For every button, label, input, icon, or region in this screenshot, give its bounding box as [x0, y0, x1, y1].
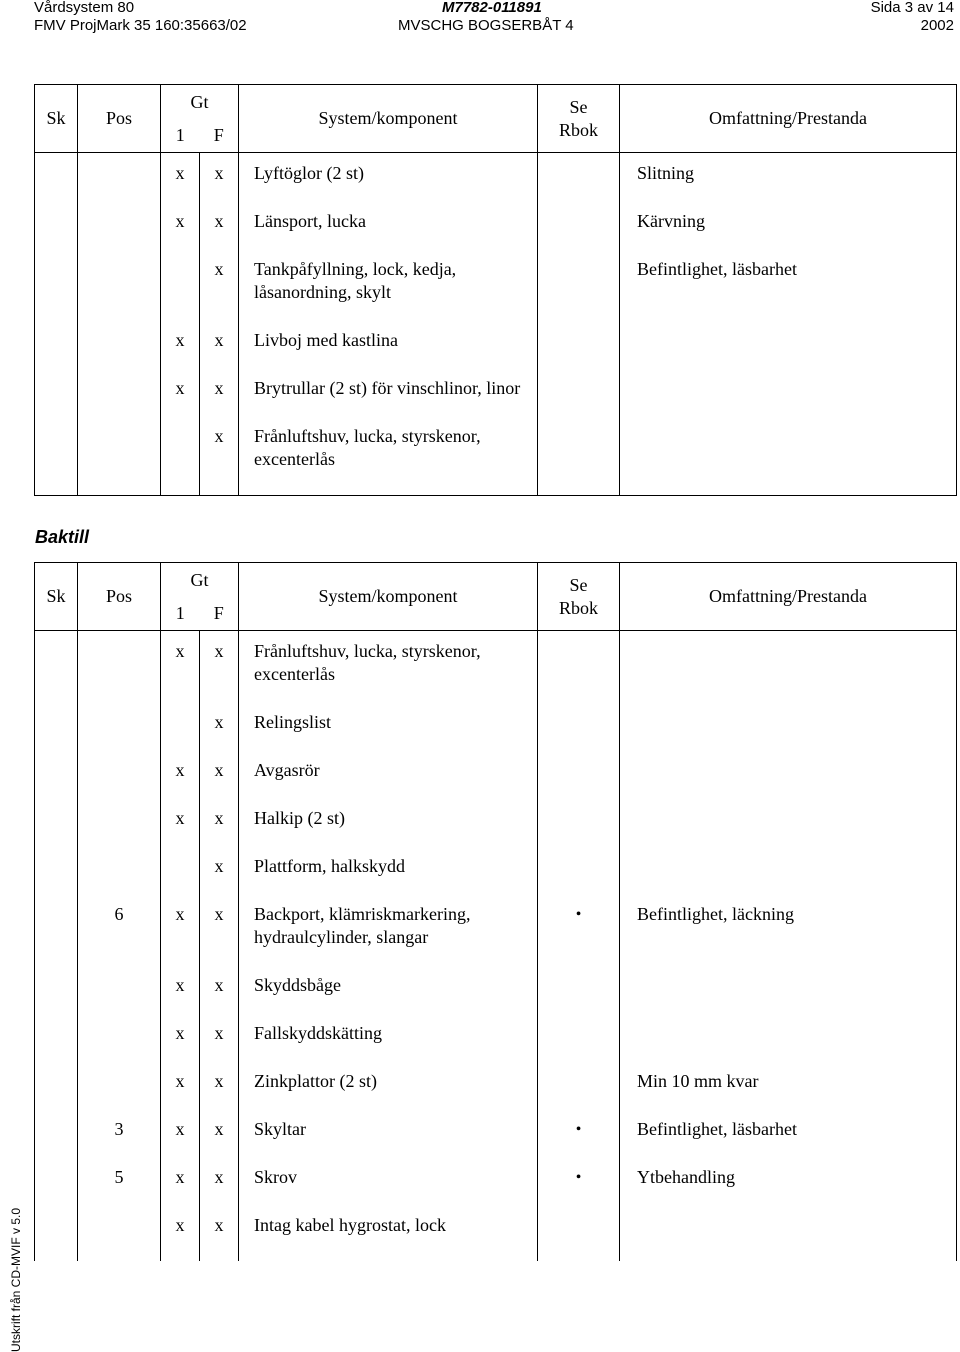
- cell-gt-1: [161, 854, 200, 902]
- table-row: [35, 376, 957, 424]
- cell-gt-f: x: [200, 424, 239, 496]
- col-gt-f: F: [200, 597, 239, 631]
- cell-sk: [35, 209, 78, 257]
- cell-gt-f: x: [200, 257, 239, 328]
- cell-system: Lyftöglor (2 st): [239, 153, 538, 210]
- cell-omfattning: [620, 376, 957, 424]
- cell-sk: [35, 710, 78, 758]
- cell-pos: [78, 758, 161, 806]
- cell-gt-f: x: [200, 973, 239, 1021]
- cell-omfattning: [620, 973, 957, 1021]
- side-note: Utskrift från CD-MVIF v 5.0: [9, 1207, 23, 1352]
- cell-sk: [35, 806, 78, 854]
- cell-gt-f: x: [200, 1117, 239, 1165]
- cell-gt-f: x: [200, 328, 239, 376]
- cell-gt-1: x: [161, 806, 200, 854]
- table-row: [35, 631, 957, 711]
- cell-sk: [35, 424, 78, 496]
- cell-system: Skyltar: [239, 1117, 538, 1165]
- cell-pos: [78, 631, 161, 711]
- table-row: [35, 758, 957, 806]
- cell-system: Brytrullar (2 st) för vinschlinor, linor: [239, 376, 538, 424]
- cell-pos: 3: [78, 1117, 161, 1165]
- cell-sk: [35, 973, 78, 1021]
- cell-gt-1: x: [161, 973, 200, 1021]
- header-title: MVSCHG BOGSERBÅT 4: [398, 17, 574, 34]
- cell-pos: [78, 209, 161, 257]
- cell-gt-1: x: [161, 328, 200, 376]
- cell-omfattning: Ytbehandling: [620, 1165, 957, 1213]
- col-sk: Sk: [35, 85, 78, 153]
- cell-gt-f: x: [200, 209, 239, 257]
- cell-system: Länsport, lucka: [239, 209, 538, 257]
- cell-system: Backport, klämriskmarkering, hydraulcylinder, slangar: [239, 902, 538, 973]
- cell-gt-1: x: [161, 1117, 200, 1165]
- col-se-label: Se: [569, 574, 588, 595]
- cell-pos: [78, 854, 161, 902]
- table-row: [35, 973, 957, 1021]
- cell-gt-f: x: [200, 1021, 239, 1069]
- col-pos: Pos: [78, 563, 161, 631]
- cell-se-rbok: [538, 257, 620, 328]
- cell-gt-1: x: [161, 1165, 200, 1213]
- table-row: [35, 1165, 957, 1213]
- cell-gt-1: x: [161, 1021, 200, 1069]
- cell-se-rbok: [538, 424, 620, 496]
- table-row: [35, 710, 957, 758]
- table-row: [35, 854, 957, 902]
- header-doc-number: M7782-011891: [442, 0, 542, 16]
- cell-se-rbok: [538, 1213, 620, 1261]
- col-system: System/komponent: [239, 85, 538, 153]
- cell-gt-1: x: [161, 902, 200, 973]
- cell-se-rbok: [538, 1069, 620, 1117]
- cell-sk: [35, 376, 78, 424]
- cell-gt-f: x: [200, 902, 239, 973]
- cell-system: Avgasrör: [239, 758, 538, 806]
- cell-se-rbok: •: [538, 1117, 620, 1165]
- cell-gt-f: x: [200, 376, 239, 424]
- table-row: [35, 806, 957, 854]
- cell-sk: [35, 1069, 78, 1117]
- cell-gt-f: x: [200, 631, 239, 711]
- cell-omfattning: Min 10 mm kvar: [620, 1069, 957, 1117]
- cell-sk: [35, 1165, 78, 1213]
- cell-gt-1: x: [161, 758, 200, 806]
- col-gt-f: F: [200, 119, 239, 153]
- table-row: [35, 1069, 957, 1117]
- cell-pos: 6: [78, 902, 161, 973]
- cell-omfattning: Befintlighet, läsbarhet: [620, 257, 957, 328]
- cell-gt-f: x: [200, 806, 239, 854]
- cell-omfattning: [620, 710, 957, 758]
- cell-pos: [78, 973, 161, 1021]
- table-header: [35, 85, 957, 153]
- col-omfattning: Omfattning/Prestanda: [620, 563, 957, 631]
- cell-se-rbok: [538, 854, 620, 902]
- cell-gt-1: x: [161, 153, 200, 210]
- inspection-table-2: [34, 562, 957, 1261]
- cell-se-rbok: •: [538, 902, 620, 973]
- cell-system: Fallskyddskätting: [239, 1021, 538, 1069]
- cell-pos: [78, 1021, 161, 1069]
- cell-gt-1: [161, 424, 200, 496]
- cell-sk: [35, 328, 78, 376]
- cell-se-rbok: [538, 710, 620, 758]
- col-pos: Pos: [78, 85, 161, 153]
- cell-pos: [78, 424, 161, 496]
- cell-gt-1: x: [161, 1069, 200, 1117]
- col-gt-1: 1: [161, 597, 200, 631]
- cell-omfattning: [620, 758, 957, 806]
- cell-gt-f: x: [200, 1069, 239, 1117]
- cell-pos: [78, 328, 161, 376]
- cell-omfattning: [620, 424, 957, 496]
- cell-pos: [78, 376, 161, 424]
- cell-system: Relingslist: [239, 710, 538, 758]
- table-row: [35, 1021, 957, 1069]
- cell-sk: [35, 758, 78, 806]
- cell-pos: [78, 257, 161, 328]
- cell-gt-1: [161, 710, 200, 758]
- header-system: Vårdsystem 80: [34, 0, 135, 16]
- cell-gt-f: x: [200, 1213, 239, 1261]
- cell-se-rbok: [538, 153, 620, 210]
- table-row: [35, 1117, 957, 1165]
- cell-gt-f: x: [200, 758, 239, 806]
- header-projmark: FMV ProjMark 35 160:35663/02: [34, 17, 247, 34]
- header-year: 2002: [920, 17, 954, 34]
- cell-omfattning: [620, 806, 957, 854]
- col-rbok-label: Rbok: [558, 119, 598, 140]
- col-sk: Sk: [35, 563, 78, 631]
- table-row: [35, 424, 957, 496]
- cell-omfattning: [620, 1021, 957, 1069]
- cell-sk: [35, 1117, 78, 1165]
- cell-system: Skrov: [239, 1165, 538, 1213]
- cell-system: Frånluftshuv, lucka, styrskenor, excenterlås: [239, 631, 538, 711]
- cell-se-rbok: •: [538, 1165, 620, 1213]
- cell-omfattning: [620, 631, 957, 711]
- cell-system: Frånluftshuv, lucka, styrskenor, excenterlås: [239, 424, 538, 496]
- cell-se-rbok: [538, 1021, 620, 1069]
- inspection-table-1: [34, 84, 957, 496]
- cell-pos: [78, 1069, 161, 1117]
- cell-se-rbok: [538, 806, 620, 854]
- cell-system: Skyddsbåge: [239, 973, 538, 1021]
- cell-system: Intag kabel hygrostat, lock: [239, 1213, 538, 1261]
- col-gt: Gt: [161, 563, 239, 598]
- col-se-label: Se: [569, 96, 588, 117]
- cell-sk: [35, 153, 78, 210]
- cell-sk: [35, 1213, 78, 1261]
- cell-sk: [35, 902, 78, 973]
- cell-pos: [78, 1213, 161, 1261]
- cell-sk: [35, 257, 78, 328]
- cell-omfattning: Befintlighet, läsbarhet: [620, 1117, 957, 1165]
- cell-sk: [35, 631, 78, 711]
- cell-pos: [78, 806, 161, 854]
- table-row: [35, 257, 957, 328]
- cell-se-rbok: [538, 376, 620, 424]
- col-omfattning: Omfattning/Prestanda: [620, 85, 957, 153]
- cell-system: Tankpåfyllning, lock, kedja, låsanordning, skylt: [239, 257, 538, 328]
- cell-se-rbok: [538, 973, 620, 1021]
- cell-gt-1: [161, 257, 200, 328]
- cell-se-rbok: [538, 631, 620, 711]
- cell-gt-f: x: [200, 710, 239, 758]
- cell-system: Halkip (2 st): [239, 806, 538, 854]
- table-header: [35, 563, 957, 631]
- cell-gt-1: x: [161, 1213, 200, 1261]
- cell-gt-1: x: [161, 376, 200, 424]
- cell-gt-1: x: [161, 631, 200, 711]
- cell-omfattning: Slitning: [620, 153, 957, 210]
- col-system: System/komponent: [239, 563, 538, 631]
- cell-omfattning: Befintlighet, läckning: [620, 902, 957, 973]
- col-se-rbok: [538, 563, 620, 631]
- cell-omfattning: [620, 854, 957, 902]
- table-row: [35, 153, 957, 210]
- cell-se-rbok: [538, 209, 620, 257]
- cell-omfattning: Kärvning: [620, 209, 957, 257]
- cell-pos: [78, 153, 161, 210]
- table-row: [35, 209, 957, 257]
- section-title: Baktill: [35, 527, 90, 547]
- header-page: Sida 3 av 14: [870, 0, 954, 16]
- table-row: [35, 1213, 957, 1261]
- cell-se-rbok: [538, 758, 620, 806]
- cell-gt-1: x: [161, 209, 200, 257]
- cell-gt-f: x: [200, 153, 239, 210]
- cell-system: Livboj med kastlina: [239, 328, 538, 376]
- cell-gt-f: x: [200, 854, 239, 902]
- cell-omfattning: [620, 328, 957, 376]
- cell-omfattning: [620, 1213, 957, 1261]
- col-rbok-label: Rbok: [558, 597, 598, 618]
- cell-system: Zinkplattor (2 st): [239, 1069, 538, 1117]
- cell-sk: [35, 1021, 78, 1069]
- cell-sk: [35, 854, 78, 902]
- cell-system: Plattform, halkskydd: [239, 854, 538, 902]
- cell-gt-f: x: [200, 1165, 239, 1213]
- table-row: [35, 902, 957, 973]
- cell-pos: [78, 710, 161, 758]
- col-gt: Gt: [161, 85, 239, 120]
- cell-se-rbok: [538, 328, 620, 376]
- cell-pos: 5: [78, 1165, 161, 1213]
- col-gt-1: 1: [161, 119, 200, 153]
- col-se-rbok: [538, 85, 620, 153]
- table-row: [35, 328, 957, 376]
